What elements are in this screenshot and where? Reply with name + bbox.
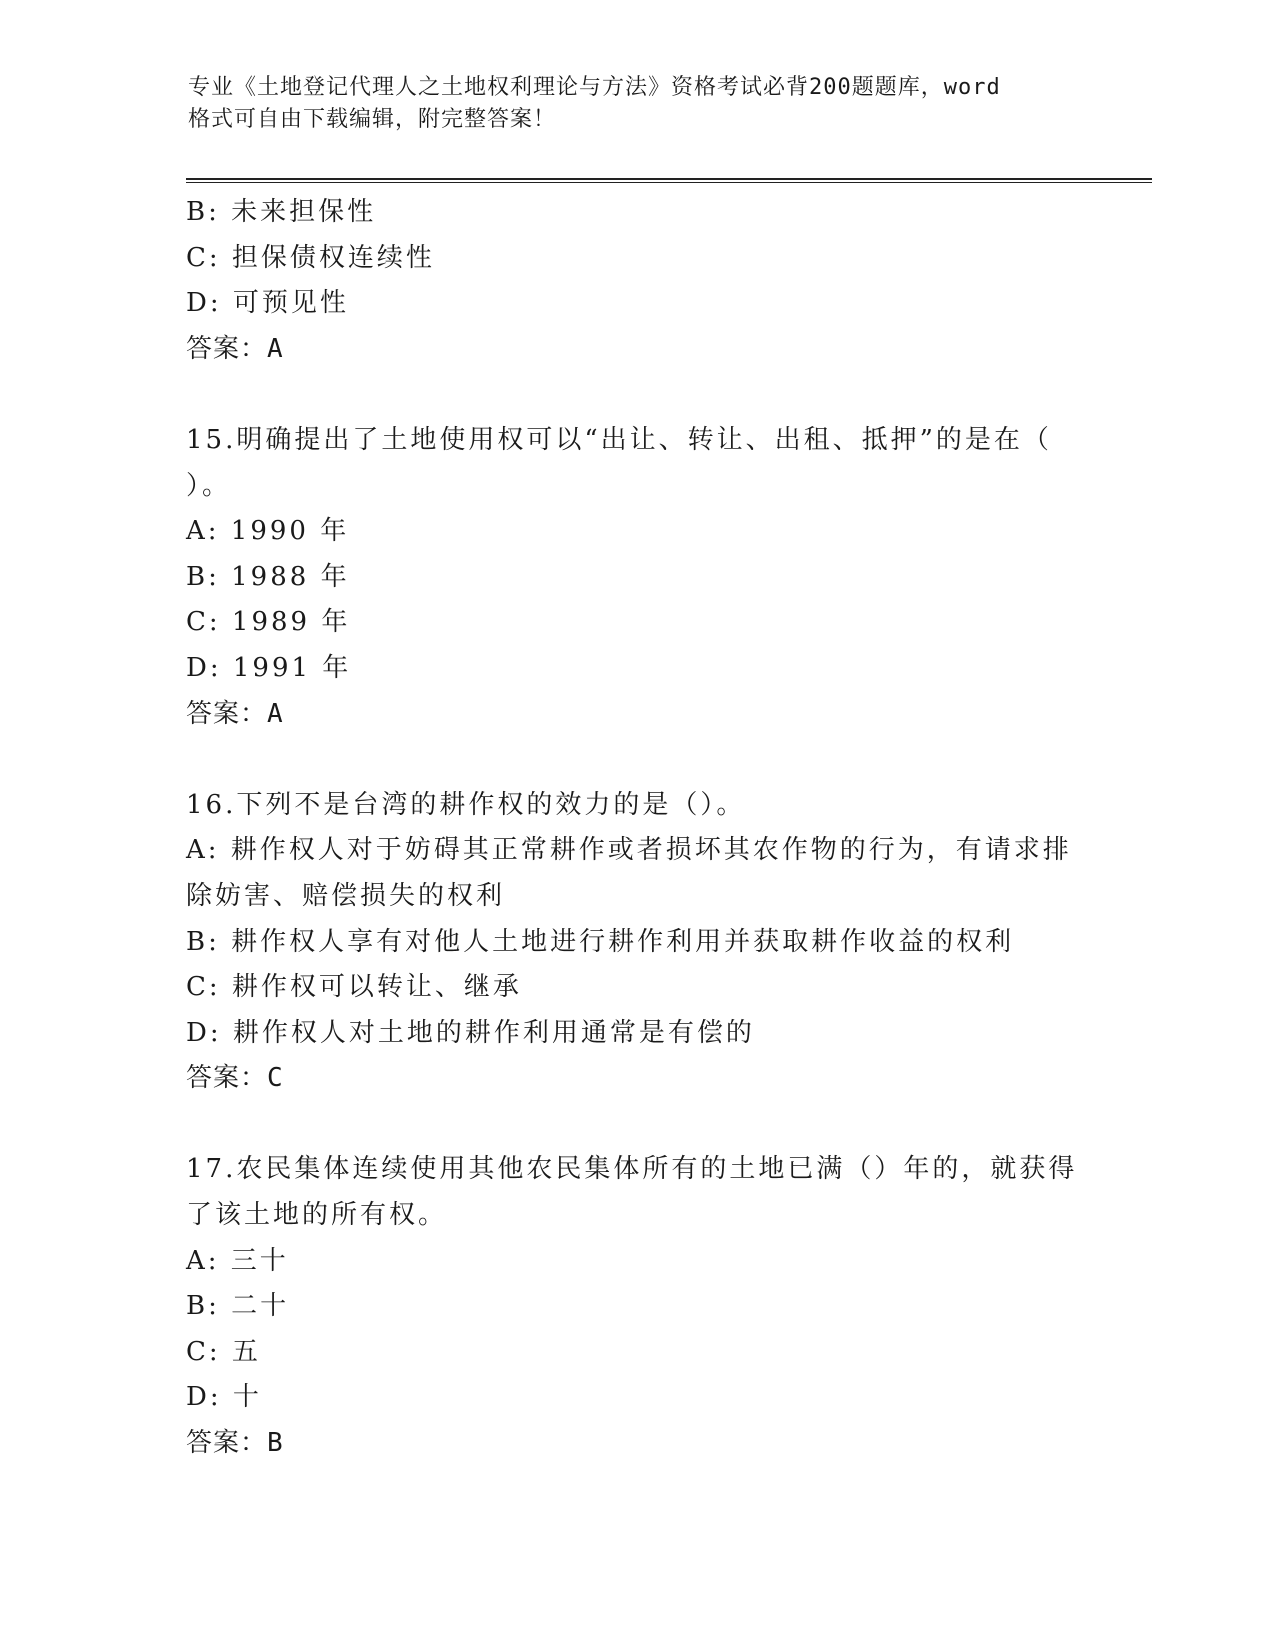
question-stem-line-1: 17.农民集体连续使用其他农民集体所有的土地已满（）年的，就获得 [186,1154,1078,1185]
question-stem-line-2: ）。 [186,470,232,501]
option-a-line-2: 除妨害、赔偿损失的权利 [186,880,506,911]
question-stem: 16.下列不是台湾的耕作权的效力的是（）。 [186,789,746,820]
question-14 [186,190,1086,372]
answer: 答案：A [186,333,284,364]
option-b: B: 二十 [186,1291,290,1322]
option-d: D: 十 [186,1382,262,1413]
option-b: B: 耕作权人享有对他人土地进行耕作利用并获取耕作收益的权利 [186,926,1015,957]
question-16 [186,783,1086,1102]
question-17 [186,1147,1086,1466]
answer: 答案：C [186,1063,284,1094]
option-d: D: 可预见性 [186,288,349,319]
document-header [188,72,1068,136]
spacer [186,1102,1086,1148]
header-divider [186,178,1152,183]
question-list [186,190,1086,1467]
spacer [186,372,1086,418]
header-line-2: 格式可自由下载编辑，附完整答案！ [188,107,557,132]
option-c: C: 担保债权连续性 [186,242,435,273]
option-a: A: 1990 年 [186,516,350,547]
header-line-1: 专业《土地登记代理人之土地权利理论与方法》资格考试必背200题题库，word [188,75,1001,100]
spacer [186,737,1086,783]
question-stem-line-2: 了该土地的所有权。 [186,1200,448,1231]
option-d: D: 耕作权人对土地的耕作利用通常是有偿的 [186,1017,755,1048]
option-c: C: 五 [186,1336,261,1367]
option-c: C: 1989 年 [186,607,351,638]
option-c: C: 耕作权可以转让、继承 [186,972,522,1003]
answer: 答案：B [186,1428,284,1459]
option-b: B: 未来担保性 [186,197,377,227]
option-b: B: 1988 年 [186,561,350,592]
option-d: D: 1991 年 [186,652,352,683]
question-15 [186,418,1086,737]
option-a-line-1: A: 耕作权人对于妨碍其正常耕作或者损坏其农作物的行为，有请求排 [186,835,1072,866]
answer: 答案：A [186,698,284,729]
option-a: A: 三十 [186,1245,289,1276]
question-stem-line-1: 15.明确提出了土地使用权可以“出让、转让、出租、抵押”的是在（ [186,424,1052,455]
